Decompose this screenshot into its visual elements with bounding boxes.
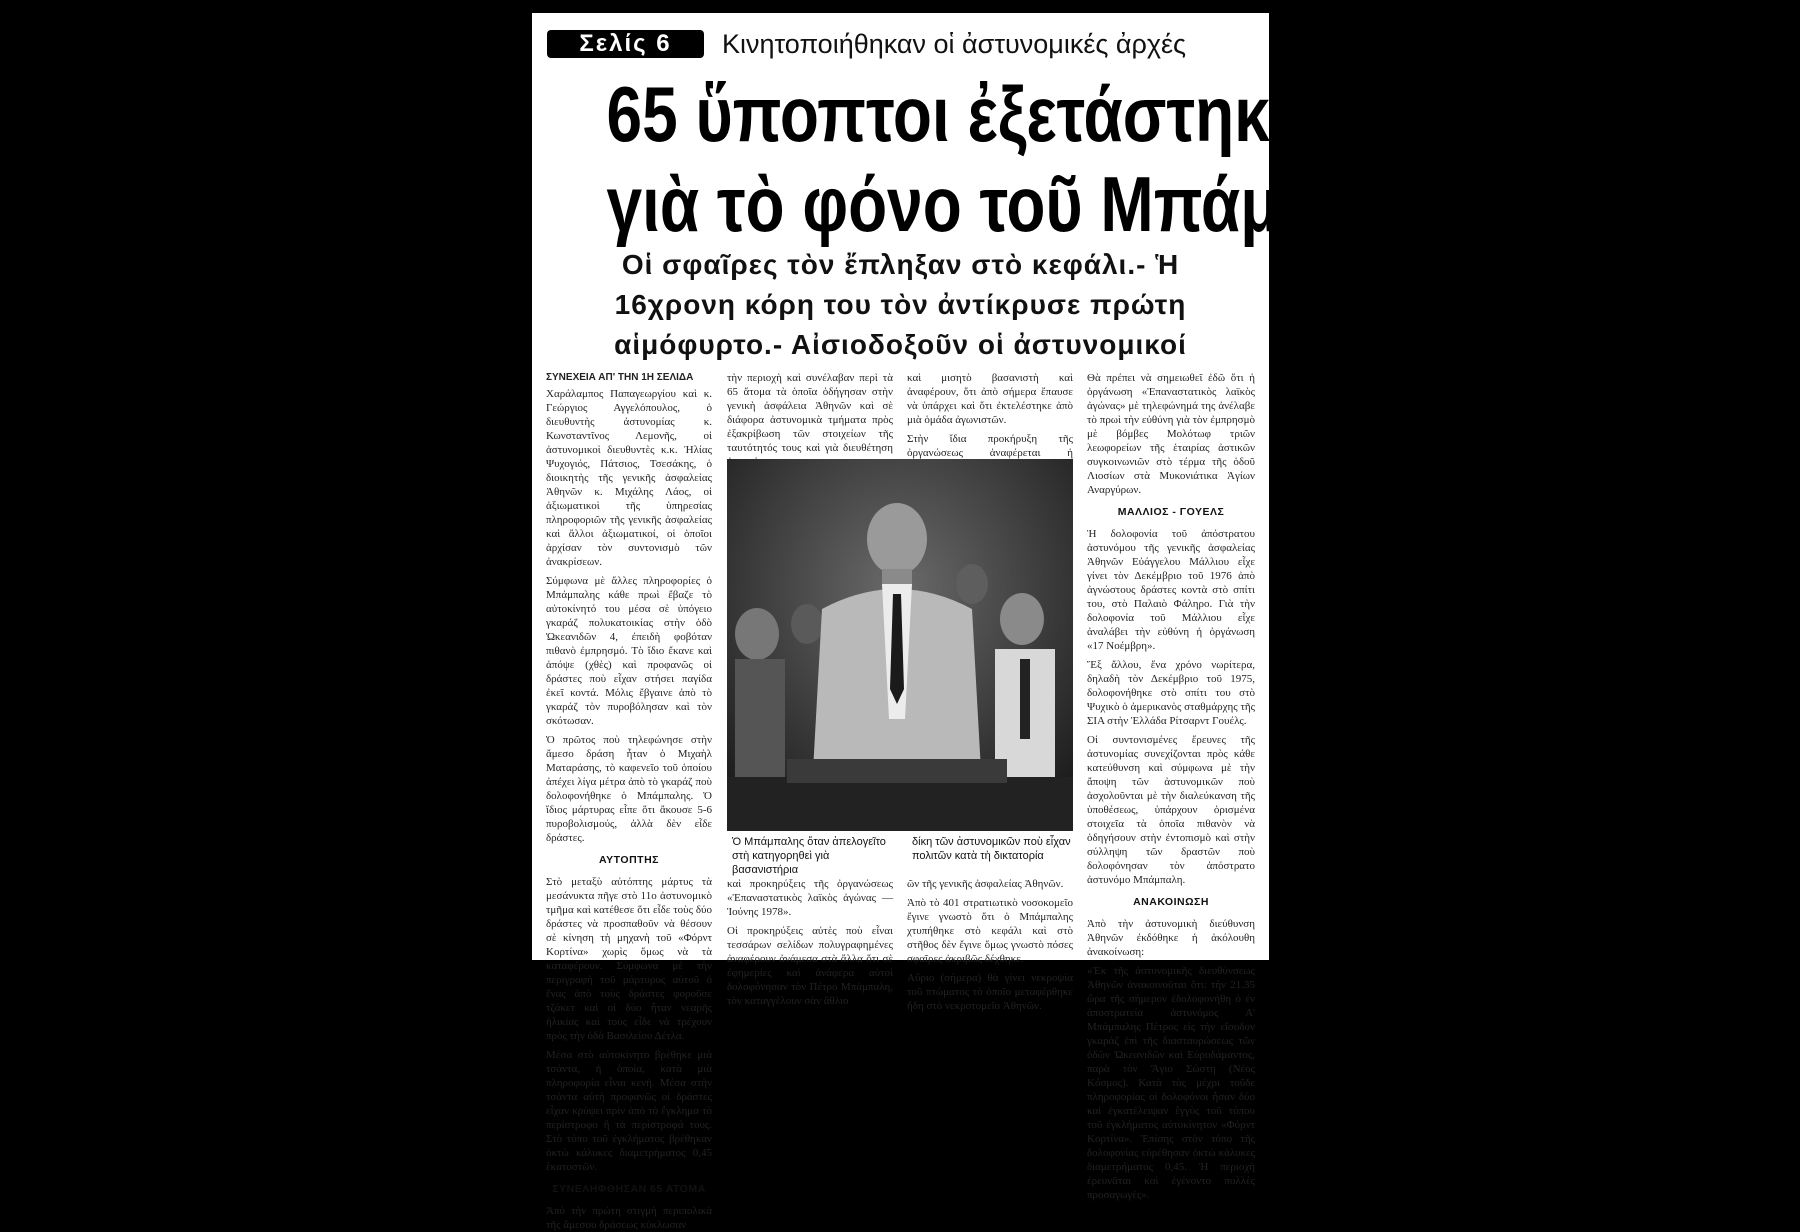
- section-heading: ΣΥΝΕΛΗΦΘΗΣΑΝ 65 ΑΤΟΜΑ: [552, 1183, 706, 1195]
- paragraph: Μέσα στὸ αὐτοκίνητο βρέθηκε μιὰ τσάντα, ἡ ὁποία, κατὰ μιὰ πληροφορία εἶναι κενή. Μέσα στὴν τσάντα αὐτὴ προφανῶς οἱ δράστες εἶχαν κρύψει πρὶν ἀπὸ τὸ ἔγκλημα τὸ περίστροφο ἢ τὰ περίστροφά τους. Στὸ τόπο τοῦ ἐγκλήματος βρέθηκαν ὀκτὼ κάλυκες διαμετρήματος 0,45 ἑκατοστῶν.: [546, 1049, 712, 1173]
- news-photo: [727, 459, 1073, 831]
- paragraph: Στὴν ἴδια προκήρυξη τῆς ὀργανώσεως ἀναφέρεται ἡ: [907, 433, 1073, 459]
- headline-line-2: γιὰ τὸ φόνο τοῦ Μπάμπαλη: [606, 160, 1441, 248]
- paragraph: Αὔριο (σήμερα) θὰ γίνει νεκροψία τοῦ πτώματος τὸ ὁποῖο μεταφέρθηκε ἤδη στὸ νεκροτομεῖο Ἀθηνῶν.: [907, 972, 1073, 1012]
- paragraph: Ἀπὸ τὴν πρώτη στιγμὴ περιπολικὰ τῆς ἄμεσου δράσεως κύκλωσαν: [546, 1205, 712, 1231]
- paragraph: Ἀπὸ τὸ 401 στρατιωτικὸ νοσοκομεῖο ἔγινε γνωστὸ ὅτι ὁ Μπάμπαλης χτυπήθηκε στὸ κεφάλι καὶ στὸ στῆθος δὲν ἔγινε ὅμως γνωστὸ πόσες σφαῖρες ἀκριβῶς δέχθηκε.: [907, 897, 1073, 965]
- section-heading: ΜΑΛΛΙΟΣ - ΓΟΥΕΛΣ: [1117, 506, 1225, 518]
- paragraph: ῶν τῆς γενικῆς ἀσφαλείας Ἀθηνῶν.: [907, 878, 1064, 890]
- article-column-2-bottom: [727, 877, 893, 1007]
- photo-caption-right: δίκη τῶν ἀστυνομικῶν ποὺ εἶχαν πολιτῶν κατὰ τὴ δικτατορία: [912, 836, 1071, 862]
- subheadline-line-2: 16χρονη κόρη του τὸν ἀντίκρυσε πρώτη: [614, 289, 1187, 320]
- subheadline-line-3: αἱμόφυρτο.- Αἰσιοδοξοῦν οἱ ἀστυνομικοί: [614, 329, 1187, 360]
- article-column-4: [1087, 371, 1255, 1201]
- paragraph: Οἱ συντονισμένες ἔρευνες τῆς ἀστυνομίας συνεχίζονται πρὸς κάθε κατεύθυνση καὶ σύμφωνα μὲ τὴν ἄποψη τῶν ἀστυνομικῶν ποὺ ἀσχολοῦνται μὲ τὴν διαλεύκανση τῆς ὑποθέσεως, ὑπάρχουν ὁρισμένα στοιχεῖα τὰ ὁποῖα πιθανὸν νὰ ὁδηγήσουν στὴν ἐντοπισμὸ καὶ στὴν σύλληψη τῶν δραστῶν ποὺ δολοφόνησαν τὸν ἀπόστρατο ἀστυνόμο Μπάμπαλη.: [1087, 734, 1255, 886]
- section-tag: Σελίς 6: [547, 30, 704, 58]
- paragraph: Ἀπὸ τὴν ἀστυνομικὴ διεύθυνση Ἀθηνῶν ἐκδόθηκε ἡ ἀκόλουθη ἀνακοίνωση:: [1087, 918, 1255, 958]
- paragraph: Ἕξ ἄλλου, ἕνα χρόνο νωρίτερα, δηλαδὴ τὸν Δεκέμβριο τοῦ 1975, δολοφονήθηκε στὸ σπίτι του στὸ Ψυχικὸ ὁ ἀμερικανὸς σταθμάρχης τῆς ΣΙΑ στὴν Ἑλλάδα Ρίτσαρντ Γουέλς.: [1087, 659, 1255, 727]
- kicker: Κινητοποιήθηκαν οἱ ἀστυνομικές ἀρχές: [722, 29, 1187, 59]
- paragraph: Σύμφωνα μὲ ἄλλες πληροφορίες ὁ Μπάμπαλης κάθε πρωὶ ἔβαζε τὸ αὐτοκίνητό του μέσα σὲ ὑπόγειο γκαράζ πολυκατοικίας στὴν ὁδὸ Ὠκεανιδῶν 4, ἐπειδὴ φοβόταν πιθανὸ ἐμπρησμό. Τὸ ἴδιο ἔκανε καὶ ἀπόψε (χθὲς) καὶ προφανῶς οἱ δράστες ποὺ εἶχαν στήσει παγίδα ἐκεῖ κοντά. Μόλις ἔβγαινε ἀπὸ τὸ γκαράζ τὸν πυροβόλησαν καὶ τὸν σκότωσαν.: [546, 575, 712, 727]
- paragraph: «Ἐκ τῆς ἀστυνομικῆς διευθύνσεως Ἀθηνῶν ἀνακοινοῦται ὅτι: τὴν 21.35 ὥρα τῆς σήμερον ἐδολοφονήθη ὁ ἐν ἀποστρατεία ἀστυνόμος Α' Μπάμπαλης Πέτρος εἰς τὴν εἴσοδον γκαράζ ἐπὶ τῆς διασταυρώσεως τῶν ὁδῶν Ὠκεανιδῶν καὶ Εὐρυδάμαντος, παρὰ τὸν Ἅγιο Σώστη (Νέος Κόσμος). Κατὰ τὰς μέχρι τοῦδε πληροφορίας οἱ δολοφόνοι ἦσαν δύο καὶ ἐγκατέλειψαν ἔγγὺς τοῦ τόπου τοῦ ἐγκλήματος αὐτοκίνητον «Φὸρντ Κορτίνα». Ἐπίσης στὸν τόπο τῆς δολοφονίας εὑρέθησαν ὀκτὼ κάλυκες διαμετρήματος 0,45. Ἡ περιοχὴ ἐρευνᾶται καὶ ἐγένοντο πολλὲς προσαγωγές».: [1087, 965, 1255, 1201]
- paragraph: Ἡ δολοφονία τοῦ ἀπόστρατου ἀστυνόμου τῆς γενικῆς ἀσφαλείας Ἀθηνῶν Εὐάγγελου Μάλλιου εἶχε γίνει τὸν Δεκέμβριο τοῦ 1976 ἀπὸ ἀγνώστους δράστες κοντὰ στὸ σπίτι του, στὸ Παλαιὸ Φάληρο. Γιὰ τὴν δολοφονία τοῦ Μάλλιου εἶχε ἀναλάβει τὴν εὐθύνη ἡ ὀργάνωση «17 Νοέμβρη».: [1087, 528, 1255, 652]
- article-column-3-bottom: [907, 877, 1073, 1012]
- paragraph: Ὁ πρῶτος ποὺ τηλεφώνησε στὴν ἄμεσο δράση ἦταν ὁ Μιχαὴλ Ματαράσης, τὸ καφενεῖο τοῦ ὁποίου ἀπέχει λίγα μέτρα ἀπὸ τὸ γκαράζ ποὺ δολοφονήθηκε ὁ Μπάμπαλης. Ὁ ἴδιος μάρτυρας εἶπε ὅτι ἄκουσε 5-6 πυροβολισμούς, ἀλλὰ δὲν εἶδε δράστες.: [546, 734, 712, 844]
- paragraph: Θὰ πρέπει νὰ σημειωθεῖ ἐδῶ ὅτι ἡ ὀργάνωση «Ἐπαναστατικὸς λαϊκὸς ἀγώνας» μὲ τηλεφώνημά της ἀνέλαβε τὸ πρωὶ τὴν εὐθύνη γιὰ τὸν ἐμπρησμὸ μὲ βόμβες Μολότωφ τριῶν λεωφορείων τῆς ἑταιρίας ἀστικῶν συγκοινωνιῶν στὸ τέρμα τῆς ὁδοῦ Λιοσίων στὰ Μυκονιάτικα Ἁγίων Αναργύρων.: [1087, 372, 1255, 496]
- paragraph: Οἱ προκηρύξεις αὐτὲς ποὺ εἶναι τεσσάρων σελίδων πολυγραφημένες ἀναφέρουν ἀνάμεσα στὰ ἄλλα ὅτι σὲ ἐφημερίες καὶ ἀνάφερα αὐτοὶ δολοφόνησαν τὸν Πέτρο Μπάμπαλη, τὸν καταγγέλουν σὰν ἄθλιο: [727, 925, 893, 1007]
- paragraph: Χαράλαμπος Παπαγεωργίου καὶ κ. Γεώργιος Αγγελόπουλος, ὁ διευθυντὴς ἀστυνομίας κ. Κωνσταντῖνος Λεμονῆς, οἱ ἀστυνομικοὶ διευθυντὲς κ.κ. Ἠλίας Ψυχογιός, Πάτσιος, Τσεσάκης, ὁ διοικητὴς τῆς γενικῆς ἀσφαλείας Ἀθηνῶν κ. Μιχάλης Λάος, οἱ ἀξιωματικοὶ τῆς ὑπηρεσίας πληροφοριῶν τῆς γενικῆς ἀσφαλείας καὶ ἄλλοι ἀξιωματικοί, οἱ ὁποῖοι ἀρχίσαν τὸν συντονισμὸ τῶν ἀνακρίσεων.: [546, 388, 712, 568]
- section-heading: ΑΝΑΚΟΙΝΩΣΗ: [1133, 896, 1209, 908]
- paragraph: καὶ προκηρύξεις τῆς ὀργανώσεως «Ἐπαναστατικὸς λαϊκὸς ἀγώνας — Ἰούνης 1978».: [727, 878, 893, 918]
- paragraph: τὴν περιοχὴ καὶ συνέλαβαν περὶ τὰ 65 ἄτομα τὰ ὁποῖα ὁδήγησαν στὴν γενικὴ ἀσφάλεια Ἀθηνῶν καὶ σὲ διάφορα ἀστυνομικὰ τμήματα πρὸς ἐξακρίβωση τῶν στοιχείων τῆς ταυτότητός τους καὶ γιὰ διευθέτηση: [727, 372, 893, 454]
- continuation-note: ΣΥΝΕΧΕΙΑ ΑΠ' ΤΗΝ 1Η ΣΕΛΙΔΑ: [546, 372, 694, 383]
- subheadline-line-1: Οἱ σφαῖρες τὸν ἔπληξαν στὸ κεφάλι.- Ἡ: [621, 249, 1180, 280]
- photo-caption-left: Ὁ Μπάμπαλης ὅταν ἀπελογεῖτο στὴ κατηγορηθεὶ γιὰ βασανιστήρια: [732, 836, 886, 876]
- headline-line-1: 65 ὕποπτοι ἐξετάστηκαν: [606, 70, 1343, 158]
- paragraph: Στὸ μεταξὺ αὐτόπτης μάρτυς τὰ μεσάνυκτα πῆγε στὸ 11ο ἀστυνομικὸ τμῆμα καὶ κατέθεσε ὅτι εἶδε τοὺς δύο δράστες νὰ προσπαθοῦν νὰ θέσουν σὲ κίνηση τὴ μηχανὴ τοῦ «Φόρντ Κορτίνα» χωρὶς ὅμως νὰ τὰ καταφέρουν. Σύμφωνα μὲ τὴν περιγραφὴ τοῦ μάρτυρος αὐτοῦ ὁ ἕνας ἀπὸ τοὺς δράστες φοροῦσε τζάκετ καὶ οἱ δύο ἦταν νεαρῆς ἡλικίας καὶ τοὺς εἶδε νὰ τρέχουν πρὸς τὴν ὁδὸ Βασιλείου Δέτλα.: [546, 876, 712, 1042]
- paragraph: καὶ μισητὸ βασανιστὴ καὶ ἀναφέρουν, ὅτι ἀπὸ σήμερα ἔπαυσε νὰ ὑπάρχει καὶ ὅτι ἐκτελέστηκε ἀπὸ μιὰ ὁμάδα ἀγωνιστῶν.: [907, 372, 1073, 426]
- article-column-1: [546, 371, 712, 1231]
- section-heading: ΑΥΤΟΠΤΗΣ: [599, 854, 659, 866]
- photo-of-speaker: [727, 459, 1073, 831]
- newspaper-page: [532, 13, 1441, 1231]
